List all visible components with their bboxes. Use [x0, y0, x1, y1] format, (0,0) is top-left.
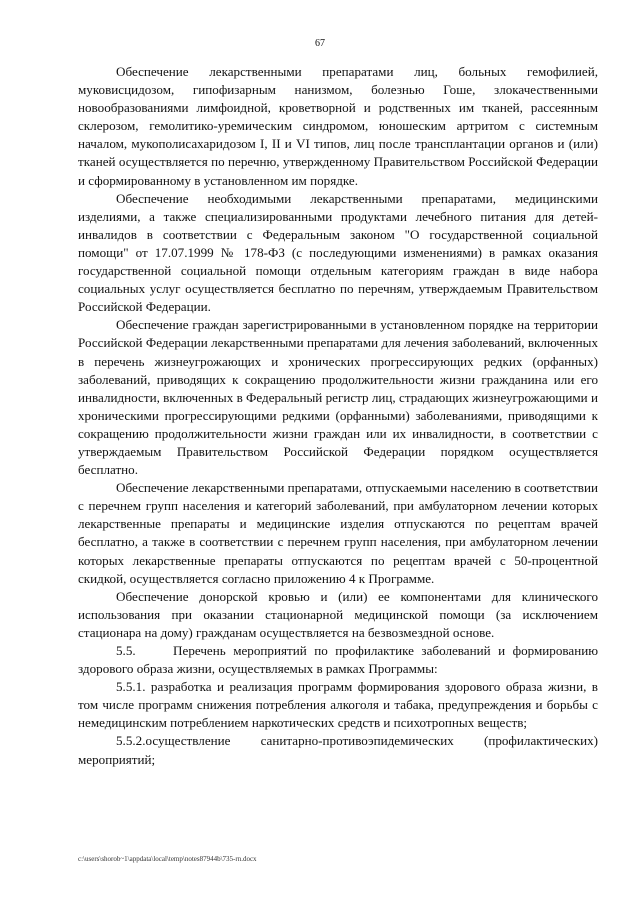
paragraph-section-5-5: 5.5. Перечень мероприятий по профилактике заболеваний и формированию здорового образа жизни, осуществляемых в рамках Программы: [78, 643, 598, 677]
paragraph-hemophilia-drugs: Обеспечение лекарственными препаратами лиц, больных гемофилией, муковисцидозом, гипофизарным нанизмом, болезнью Гоше, злокачественными новообразованиями лимфоидной, кроветворной и родственных им тканей, рассеянным склерозом, гемолитико-уремическим синдромом, юношеским артритом с системным началом, мукополисахаридозом I, II и VI типов, лиц после трансплантации органов и (или) тканей осуществляется по перечню, утвержденному Правительством Российской Федерации и сформированному в установленном им порядке. [78, 64, 598, 188]
document-body [78, 63, 598, 769]
paragraph-orphan-diseases: Обеспечение граждан зарегистрированными в установленном порядке на территории Российской Федерации лекарственными препаратами для лечения заболеваний, включенных в перечень жизнеугрожающих и хронических прогрессирующих редких (орфанных) заболеваний, приводящих к сокращению продолжительности жизни гражданина или его инвалидности, включенных в Федеральный регистр лиц, страдающих жизнеугрожающими и хроническими прогрессирующими редкими (орфанными) заболеваниями, приводящими к сокращению продолжительности жизни граждан или их инвалидности, в соответствии с утверждаемым Правительством Российской Федерации порядком осуществляется бесплатно. [78, 317, 598, 478]
paragraph-donor-blood: Обеспечение донорской кровью и (или) ее компонентами для клинического использования при оказании стационарной медицинской помощи (за исключением стационара на дому) гражданам осуществляется на безвозмездной основе. [78, 588, 598, 640]
paragraph-item-5-5-2: 5.5.2.осуществление санитарно-противоэпидемических (профилактических) мероприятий; [78, 733, 598, 767]
paragraph-prescription-drugs: Обеспечение лекарственными препаратами, отпускаемыми населению в соответствии с перечнем групп населения и категорий заболеваний, при амбулаторном лечении которых лекарственные препараты и медицинские изделия отпускаются по рецептам врачей бесплатно, а также в соответствии с перечнем групп населения, при амбулаторном лечении которых лекарственные препараты отпускаются по рецептам врачей с 50-процентной скидкой, осуществляется согласно приложению 4 к Программе. [78, 480, 598, 586]
page-number: 67 [315, 38, 325, 49]
footer-file-path: c:\users\shorob~1\appdata\local\temp\notes87944b\735-rn.docx [78, 855, 257, 863]
paragraph-disabled-children-provision: Обеспечение необходимыми лекарственными препаратами, медицинскими изделиями, а также специализированными продуктами лечебного питания для детей-инвалидов в соответствии с Федеральным законом "О государственной социальной помощи" от 17.07.1999 № 178-ФЗ (с последующими изменениями) в рамках оказания государственной социальной помощи отдельным категориям граждан в виде набора социальных услуг осуществляется бесплатно по перечням, утверждаемым Правительством Российской Федерации. [78, 190, 598, 315]
paragraph-item-5-5-1: 5.5.1. разработка и реализация программ формирования здорового образа жизни, в том числе программ снижения потребления алкоголя и табака, предупреждения и борьбы с немедицинским потреблением наркотических средств и психотропных веществ; [78, 679, 598, 731]
